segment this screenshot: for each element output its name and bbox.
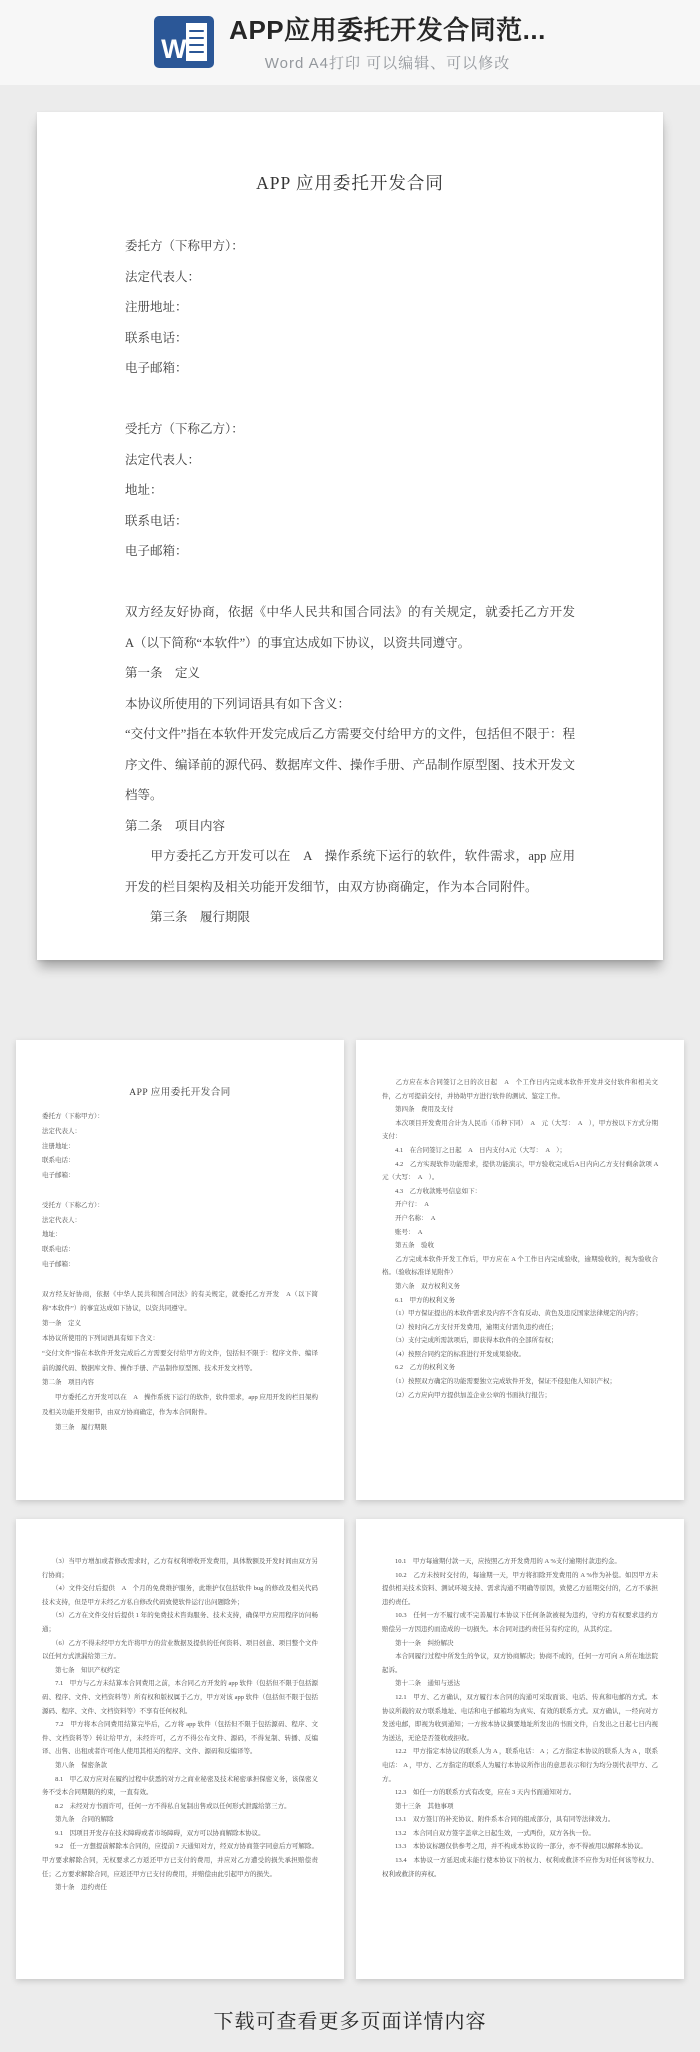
doc-line: 8.1 甲乙双方应对在履约过程中获悉的对方之商业秘密及技术秘密承担保密义务，该保密义务不受本合同期限的约束，一直有效。 — [42, 1775, 318, 1797]
page-4-thumbnail[interactable] — [356, 1519, 684, 1979]
doc-line: 双方经友好协商，依据《中华人民共和国合同法》的有关规定，就委托乙方开发 A（以下简称“本软件”）的事宜达成如下协议，以资共同遵守。 — [42, 1290, 318, 1313]
doc-line: 10.3 任何一方不履行或不完善履行本协议下任何条款被视为违约，守约方有权要求违约方赔偿另一方因违约而造成的一切损失。本合同对违约责任另有约定的，从其约定。 — [382, 1612, 658, 1633]
doc-line: （1）甲方保证提出的本软件需求及内容不含有反动、黄色及违反国家法律规定的内容； — [382, 1310, 642, 1318]
doc-line: （3）当甲方增加或者修改需求时，乙方有权利增收开发费用，具体数额及开发时间由双方另行协商； — [42, 1558, 318, 1579]
doc-line: 第二条 项目内容 — [42, 1379, 94, 1387]
file-title: APP应用委托开发合同范... — [229, 15, 546, 45]
file-header — [0, 0, 700, 85]
page-1-body — [125, 231, 588, 933]
doc-line: 乙方完成本软件开发工作后，甲方应在 A 个工作日内完成验收，逾期验收的，视为验收合格。（验收标准详见附件） — [382, 1255, 658, 1277]
doc-line: 地址： — [42, 1231, 62, 1239]
doc-line: 本协议所使用的下列词语具有如下含义： — [125, 696, 351, 711]
thumb-3-body — [42, 1555, 318, 1895]
doc-line: 13.2 本合同自双方签字盖章之日起生效，一式两份，双方各执一份。 — [382, 1829, 595, 1837]
doc-line: 第八条 保密条款 — [42, 1761, 107, 1769]
doc-line: 12.2 甲方指定本协议的联系人为 A ，联系电话： A ；乙方指定本协议的联系人为 A ，联系电话： A ，甲方、乙方指定的联系人为履行本协议所作出的意思表示和行为均分别代表甲方、乙方。 — [382, 1748, 658, 1783]
doc-line: 7.2 甲方将本合同费用结算完毕后，乙方将 app 软件（包括但不限于包括源码、程序、文件、文档资料等）转让给甲方，未经许可，乙方不得公布文件、源码，不得复制、转播、反编译、出售、出租或者许可他人使用其相关的程序、文件、源码和反编译等。 — [42, 1721, 318, 1756]
doc-line: 本协议所使用的下列词语具有如下含义： — [42, 1334, 159, 1342]
doc-line: 开户行： A — [382, 1201, 429, 1209]
doc-line: （2）乙方应向甲方提供加盖企业公章的书面执行报告； — [382, 1391, 551, 1399]
doc-line: （6）乙方不得未经甲方允许将甲方的营业数据及提供的任何资料、项目创意、项目整个文件以任何方式泄漏给第三方。 — [42, 1639, 318, 1661]
page-3-thumbnail[interactable] — [16, 1519, 344, 1979]
doc-line: 第七条 知识产权约定 — [42, 1666, 120, 1674]
doc-line: 7.1 甲方与乙方未结算本合同费用之前，本合同乙方开发的 app 软件（包括但不限于包括源码、程序、文件、文档资料等）所有权和版权属于乙方，甲方对该 app 软件（包括但不限于包括源码、程序、文件、文档资料等）不享有任何权利。 — [42, 1680, 318, 1715]
doc-line: 开户名称： A — [382, 1214, 436, 1222]
doc-line: （4）按照合同约定的标准进行开发成果验收。 — [382, 1350, 525, 1358]
doc-line: 第一条 定义 — [125, 666, 201, 680]
doc-line: 法定代表人： — [42, 1216, 81, 1224]
doc-line: 本次项目开发费用合计为人民币（币种下同） A 元（大写： A ），甲方按以下方式分期支付： — [382, 1119, 658, 1141]
document-page-1-preview[interactable] — [37, 112, 663, 960]
doc-line: 联系电话： — [125, 330, 188, 345]
doc-line — [125, 567, 575, 598]
word-icon-letter: W — [161, 33, 187, 64]
doc-line: 电子邮箱： — [42, 1172, 75, 1180]
doc-line: 6.1 甲方的权利义务 — [382, 1296, 456, 1304]
doc-line: 第三条 履行期限 — [42, 1423, 107, 1431]
doc-line: 法定代表人： — [42, 1127, 81, 1135]
doc-line: 第九条 合同的解除 — [42, 1816, 114, 1824]
doc-line: 4.1 在合同签订之日起 A 日内支付A元（大写： A ）； — [382, 1146, 566, 1154]
doc-line: 10.2 乙方未按时交付的，每逾期一天，甲方将扣除开发费用的 A %作为补偿。如因甲方未提供相关技术资料、测试环境支持、需求沟通不明确等原因，致使乙方延期交付的，乙方不承担违约责任。 — [382, 1571, 658, 1606]
doc-line: 电子邮箱： — [125, 361, 188, 375]
doc-line: 甲方委托乙方开发可以在 A 操作系统下运行的软件，软件需求，app 应用开发的栏目架构及相关功能开发细节，由双方协商确定，作为本合同附件。 — [125, 849, 575, 894]
doc-line: 第三条 履行期限 — [125, 910, 251, 924]
doc-line: 12.3 如任一方的联系方式有改变，应在 3 天内书面通知对方。 — [382, 1789, 576, 1797]
doc-line: 9.1 因项目开发存在技术障碍或者市场障碍，双方可以协商解除本协议。 — [42, 1829, 265, 1837]
doc-line — [42, 1184, 318, 1199]
doc-line: （4）文件交付后提供 A 个月的免费维护服务，此维护仅包括软件 bug 的修改及相关代码技术支持，但是甲方未经乙方私自修改代码致使软件运行出问题除外； — [42, 1585, 318, 1606]
page-1-thumbnail[interactable] — [16, 1040, 344, 1500]
doc-line: （1）按照双方确定的功能需要独立完成软件开发，保证不侵犯他人知识产权； — [382, 1378, 616, 1386]
doc-line: 双方经友好协商，依据《中华人民共和国合同法》的有关规定，就委托乙方开发 A（以下简称“本软件”）的事宜达成如下协议，以资共同遵守。 — [125, 605, 588, 650]
doc-line — [125, 384, 575, 415]
thumb-4-body — [382, 1555, 658, 1881]
doc-line: 本合同履行过程中所发生的争议，双方协商解决；协商不成的，任何一方可向 A 所在地法院起诉。 — [382, 1653, 658, 1674]
doc-line: 13.3 本协议标题仅供参考之用，并不构成本协议的一部分，亦不得被用以解释本协议。 — [382, 1843, 647, 1851]
download-hint: 下载可查看更多页面详情内容 — [213, 2011, 487, 2033]
doc-line: 第十条 违约责任 — [42, 1884, 107, 1892]
doc-line: 受托方（下称乙方）： — [125, 422, 244, 436]
contract-title-small: APP 应用委托开发合同 — [129, 1088, 231, 1098]
doc-line: 联系电话： — [125, 513, 188, 528]
doc-line: 第二条 项目内容 — [125, 818, 226, 833]
doc-line: “交付文件”指在本软件开发完成后乙方需要交付给甲方的文件，包括但不限于：程序文件、编译前的源代码、数据库文件、操作手册、产品制作原型图、技术开发文档等。 — [42, 1349, 318, 1372]
page-thumbnails-grid — [16, 1040, 684, 1979]
doc-line: 法定代表人： — [125, 269, 201, 284]
doc-line: 法定代表人： — [125, 452, 201, 467]
doc-line: 4.3 乙方收款账号信息如下： — [382, 1187, 482, 1195]
doc-line: 第六条 双方权利义务 — [382, 1282, 460, 1290]
doc-line: 乙方应在本合同签订之日的次日起 A 个工作日内完成本软件开发并交付软件和相关文件，乙方可提前交付，并协助甲方进行软件的测试、鉴定工作。 — [382, 1079, 658, 1100]
doc-line: （2）按时向乙方支付开发费用，逾期支付需负违约责任； — [382, 1323, 558, 1331]
doc-line: 账号： A — [382, 1228, 423, 1236]
doc-line: 第十一条 纠纷解决 — [382, 1639, 454, 1647]
doc-line: 电子邮箱： — [125, 544, 188, 558]
contract-title: APP 应用委托开发合同 — [256, 173, 444, 193]
doc-line: 甲方委托乙方开发可以在 A 操作系统下运行的软件，软件需求，app 应用开发的栏目架构及相关功能开发细节，由双方协商确定，作为本合同附件。 — [42, 1394, 318, 1416]
doc-line: （3）支付完成所需款项后，即获得本软件的全部所有权； — [382, 1337, 558, 1345]
doc-line: 4.2 乙方实现软件功能需求，提供功能演示，甲方验收完成后A日内向乙方支付剩余款项 A 元（大写： A ）。 — [382, 1160, 665, 1182]
thumb-1-body — [42, 1110, 318, 1436]
doc-line: “交付文件”指在本软件开发完成后乙方需要交付给甲方的文件，包括但不限于：程序文件、编译前的源代码、数据库文件、操作手册、产品制作原型图、技术开发文档等。 — [125, 727, 576, 802]
doc-line: 第十二条 通知与送达 — [382, 1680, 460, 1688]
doc-line: 注册地址： — [125, 300, 188, 314]
doc-line: 8.2 未经对方书面许可，任何一方不得私自复制出售或以任何形式泄露给第三方。 — [42, 1802, 291, 1810]
doc-line: 联系电话： — [42, 1157, 75, 1165]
doc-line: 委托方（下称甲方）： — [125, 239, 244, 253]
doc-line: （5）乙方在文件交付后提供 1 年的免费技术咨询服务、技术支持，确保甲方应用程序访问畅通； — [42, 1612, 318, 1633]
doc-line: 第四条 费用及支付 — [382, 1106, 454, 1114]
doc-line: 地址： — [125, 483, 163, 497]
file-subtitle: Word A4打印 可以编辑、可以修改 — [264, 55, 511, 72]
doc-line: 受托方（下称乙方）： — [42, 1201, 104, 1209]
file-header-text — [229, 10, 546, 73]
doc-line: 6.2 乙方的权利义务 — [382, 1364, 456, 1372]
doc-line: 第十三条 其他事项 — [382, 1802, 454, 1810]
doc-line: 联系电话： — [42, 1246, 75, 1254]
doc-line: 13.1 双方签订的补充协议、附件系本合同的组成部分，具有同等法律效力。 — [382, 1816, 615, 1824]
doc-line — [42, 1273, 318, 1288]
word-file-icon — [154, 16, 214, 68]
doc-line: 13.4 本协议一方延迟或未能行使本协议下的权力、权利或救济不应作为对任何该等权力、权利或救济的弃权。 — [382, 1857, 658, 1878]
word-icon-page-lines — [186, 23, 207, 61]
doc-line: 10.1 甲方每逾期付款一天，应按照乙方开发费用的 A %支付逾期付款违约金。 — [382, 1558, 621, 1565]
page-2-thumbnail[interactable] — [356, 1040, 684, 1500]
thumb-2-body — [382, 1076, 665, 1402]
doc-line: 第五条 验收 — [382, 1242, 434, 1250]
doc-line: 12.1 甲方、乙方确认，双方履行本合同的沟通可采取面谈、电话、传真和电邮的方式。本协议所载的双方联系地址、电话和电子邮箱均为真实、有效的联系方式。双方确认，一经向对方发送电邮，即视为收到通知；一方按本协议摘要地址所发出的书面文件，自发出之日起七日内视为送达，无论是否签收或拒收。 — [382, 1693, 658, 1742]
doc-line: 委托方（下称甲方）： — [42, 1113, 104, 1120]
doc-line: 注册地址： — [42, 1142, 75, 1150]
doc-line: 电子邮箱： — [42, 1260, 75, 1268]
doc-line: 9.2 任一方想提前解除本合同的，应提前 7 天通知对方，经双方协商签字同意后方可解除。甲方要求解除合同，无权要求乙方返还甲方已支付的费用，并应对乙方遭受的损失承担赔偿责任；乙方要求解除合同，应返还甲方已支付的费用，并赔偿由此引起甲方的损失。 — [42, 1843, 318, 1878]
preview-area — [0, 112, 700, 2052]
doc-line: 第一条 定义 — [42, 1320, 81, 1328]
